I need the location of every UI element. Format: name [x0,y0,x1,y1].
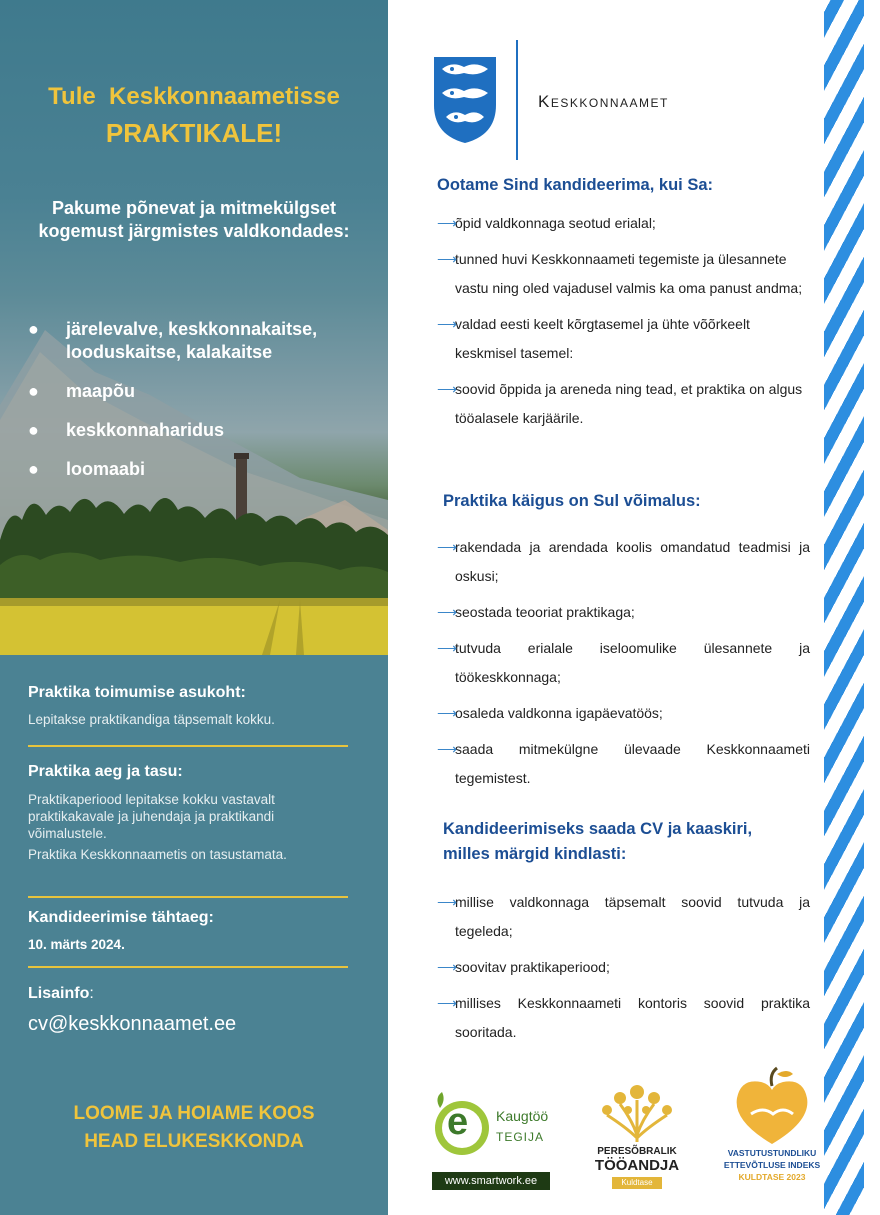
logo-divider [516,40,518,160]
coat-of-arms-icon [432,55,498,145]
list-item [437,699,810,728]
list-item [437,310,810,368]
left-panel [0,0,388,1215]
contact-email[interactable]: cv@keskkonnaamet.ee [28,1013,237,1035]
more-info-block [28,985,348,1036]
index-line2: ETTEVÕTLUSE INDEKS [723,1160,821,1170]
headline-line2: PRAKTIKALE! [105,118,283,148]
list-item [437,375,810,433]
arrow-right-icon: ⟶ [437,705,458,721]
arrow-right-icon: ⟶ [437,251,458,267]
section1-heading: Ootame Sind kandideerima, kui Sa: [437,176,713,194]
family-friendly-badge [592,1080,682,1194]
list-item [437,953,810,982]
location-heading: Praktika toimumise asukoht: [28,684,246,701]
item-text: osaleda valdkonna igapäevatöös; [455,705,663,721]
family-line2: TÖÖANDJA [594,1157,680,1174]
location-text: Lepitakse praktikandiga täpsemalt kokku. [28,712,275,727]
section3-heading-line2: milles märgid kindlasti: [443,845,627,863]
bullet-icon: ● [28,459,39,479]
item-text: seostada teooriat praktikaga; [455,604,635,620]
field-item [28,458,368,481]
arrow-right-icon: ⟶ [437,604,458,620]
arrow-right-icon: ⟶ [437,894,458,910]
list-item [437,245,810,303]
responsibility-index-badge [723,1066,821,1194]
slogan [0,1100,388,1156]
index-line1: VASTUTUSTUNDLIKU [727,1148,817,1158]
remote-letter: e [447,1101,469,1143]
item-text: õpid valdkonnaga seotud erialal; [455,215,656,231]
section2-heading: Praktika käigus on Sul võimalus: [443,492,701,510]
field-item [28,419,368,442]
remote-url: www.smartwork.ee [432,1172,550,1190]
location-block [28,684,348,728]
slogan-line2: HEAD ELUKESKKONDA [84,1131,304,1152]
family-tree-icon [592,1080,682,1150]
item-text: valdad eesti keelt kõrgtasemel ja ühte võõrkeelt keskmisel tasemel: [455,316,750,361]
index-line3: KULDTASE 2023 [738,1172,806,1182]
deadline-date: 10. märts 2024. [28,937,125,952]
decorative-stripe [824,0,864,1215]
item-text: saada mitmekülgne ülevaade Keskkonnaameti tegemistest. [455,741,810,786]
item-text: rakendada ja arendada koolis omandatud teadmisi ja oskusi; [455,539,810,584]
org-name: Keskkonnaamet [538,92,669,111]
section1-list [437,209,810,440]
family-line1: PERESÕBRALIK [597,1146,677,1157]
field-label: järelevalve, keskkonnakaitse, looduskaitse, kalakaitse [66,319,318,362]
arrow-right-icon: ⟶ [437,959,458,975]
heart-apple-icon [723,1066,821,1146]
bullet-icon: ● [28,319,39,339]
more-info-heading: Lisainfo [28,985,90,1002]
field-label: loomaabi [66,459,146,479]
field-label: maapõu [66,381,136,401]
list-item [437,989,810,1047]
intro-text: Pakume põnevat ja mitmekülgset kogemust järgmistes valdkondades: [38,198,350,241]
arrow-right-icon: ⟶ [437,316,458,332]
item-text: soovid õppida ja areneda ning tead, et praktika on algus tööalasele karjäärile. [455,381,803,426]
field-item [28,318,368,364]
list-item [437,735,810,793]
field-item [28,380,368,403]
time-fee-text: Praktika Keskkonnaametis on tasustamata. [28,847,287,862]
section2-list [437,533,810,800]
item-text: tutvuda erialale iseloomulike ülesannete ja töökeskkonnaga; [455,640,810,685]
time-text: Praktikaperiood lepitakse kokku vastavalt praktikakavale ja juhendaja ja praktikandi võimalustele. [28,792,275,841]
family-level: Kuldtase [612,1177,662,1189]
remote-line2: TEGIJA [496,1130,545,1144]
time-heading: Praktika aeg ja tasu: [28,763,183,780]
list-item [437,888,810,946]
list-item [437,533,810,591]
landscape-photo [0,0,388,655]
deadline-heading: Kandideerimise tähtaeg: [28,909,214,926]
deadline-block [28,909,348,952]
slogan-line1: LOOME JA HOIAME KOOS [73,1103,315,1124]
arrow-right-icon: ⟶ [437,539,458,555]
divider [28,896,348,898]
section3-list [437,888,810,1054]
headline-line1: Tule Keskkonnaametisse [48,83,340,110]
item-text: tunned huvi Keskkonnaameti tegemiste ja ülesannete vastu ning oled vajadusel valmis ka oma panust andma; [455,251,803,296]
arrow-right-icon: ⟶ [437,640,458,656]
divider [28,966,348,968]
time-block [28,763,348,863]
divider [28,745,348,747]
list-item [437,209,810,238]
item-text: millise valdkonnaga täpsemalt soovid tutvuda ja tegeleda; [455,894,810,939]
arrow-right-icon: ⟶ [437,741,458,757]
field-label: keskkonnaharidus [66,420,225,440]
bullet-icon: ● [28,381,39,401]
smartwork-badge [422,1086,552,1194]
list-item [437,634,810,692]
more-info-colon: : [89,985,94,1002]
arrow-right-icon: ⟶ [437,995,458,1011]
remote-line1: Kaugtöö [496,1108,549,1124]
section3-heading-line1: Kandideerimiseks saada CV ja kaaskiri, [443,820,753,838]
bullet-icon: ● [28,420,39,440]
item-text: millises Keskkonnaameti kontoris soovid praktika sooritada. [455,995,810,1040]
fields-list [28,318,368,497]
list-item [437,598,810,627]
arrow-right-icon: ⟶ [437,215,458,231]
section3-heading [443,817,823,867]
arrow-right-icon: ⟶ [437,381,458,397]
item-text: soovitav praktikaperiood; [455,959,610,975]
